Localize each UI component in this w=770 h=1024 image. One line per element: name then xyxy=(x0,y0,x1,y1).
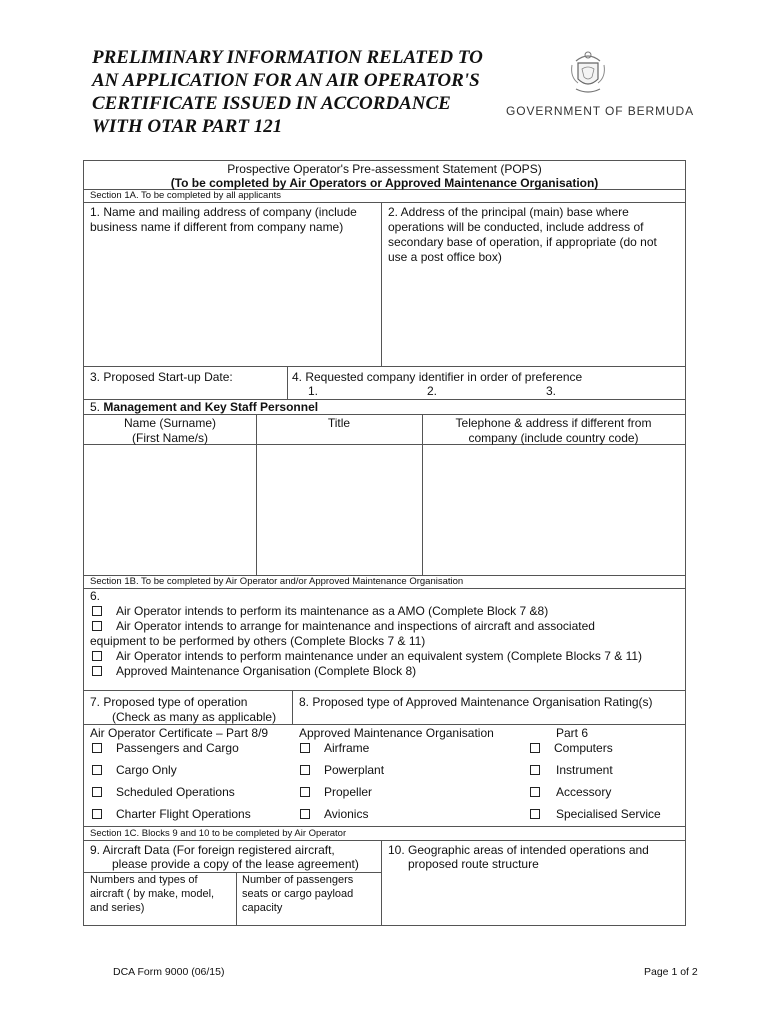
q7-option-label: Scheduled Operations xyxy=(116,785,235,799)
q9-col1-label: Numbers and types of xyxy=(90,874,198,886)
page-number: Page 1 of 2 xyxy=(644,966,698,978)
q8-option-powerplant-checkbox[interactable] xyxy=(300,765,310,775)
q4-choice-3[interactable]: 3. xyxy=(546,384,557,398)
q5-col-title: Title xyxy=(327,416,351,430)
pops-form xyxy=(83,160,686,926)
q4-choice-1[interactable]: 1. xyxy=(308,384,319,398)
q10-label: 10. Geographic areas of intended operations and xyxy=(388,843,649,857)
q8-part6-label: Part 6 xyxy=(556,726,589,740)
q6-option-label: Air Operator intends to perform its maintenance as a AMO (Complete Block 7 &8) xyxy=(116,604,549,618)
q8-option-airframe-checkbox[interactable] xyxy=(300,743,310,753)
q6-option-label: Approved Maintenance Organisation (Complete Block 8) xyxy=(116,664,417,678)
q7-option-cargo-only-checkbox[interactable] xyxy=(92,765,102,775)
q8-option-specialised-checkbox[interactable] xyxy=(530,809,540,819)
q9-col2-label: seats or cargo payload xyxy=(242,888,354,900)
q6-option-3-checkbox[interactable] xyxy=(92,651,102,661)
bermuda-crest-icon xyxy=(568,47,608,99)
form-number: DCA Form 9000 (06/15) xyxy=(113,966,225,978)
q8-option-label: Powerplant xyxy=(324,763,385,777)
q5-col-phone: Telephone & address if different from xyxy=(455,416,652,430)
q1-label: 1. Name and mailing address of company (include xyxy=(90,205,357,219)
q5-label: 5. Management and Key Staff Personnel xyxy=(90,400,319,414)
q7-label: 7. Proposed type of operation xyxy=(90,695,248,709)
q2-label: operations will be conducted, include address of xyxy=(388,220,644,234)
q5-col-phone: company (include country code) xyxy=(468,431,639,445)
q8-label: 8. Proposed type of Approved Maintenance Organisation Rating(s) xyxy=(299,695,653,709)
section-1a-label: Section 1A. To be completed by all applicants xyxy=(90,190,281,201)
q9-col1-label: and series) xyxy=(90,902,145,914)
q8-option-label: Specialised Service xyxy=(556,807,661,821)
q7-label: (Check as many as applicable) xyxy=(112,710,277,724)
government-label: GOVERNMENT OF BERMUDA xyxy=(506,104,695,118)
q6-number: 6. xyxy=(90,589,101,603)
q8-group-label: Approved Maintenance Organisation xyxy=(299,726,494,740)
title-line: PRELIMINARY INFORMATION RELATED TO xyxy=(92,47,483,68)
q5-col-name: (First Name/s) xyxy=(132,431,208,445)
q8-option-label: Propeller xyxy=(324,785,373,799)
q8-option-label: Avionics xyxy=(324,807,369,821)
q9-label: 9. Aircraft Data (For foreign registered aircraft, xyxy=(90,843,335,857)
q8-option-label: Airframe xyxy=(324,741,370,755)
q8-option-label: Computers xyxy=(554,741,613,755)
q7-option-label: Charter Flight Operations xyxy=(116,807,251,821)
q3-start-date-label: 3. Proposed Start-up Date: xyxy=(90,370,233,384)
q8-option-propeller-checkbox[interactable] xyxy=(300,787,310,797)
q7-option-passengers-cargo-checkbox[interactable] xyxy=(92,743,102,753)
title-line: WITH OTAR PART 121 xyxy=(92,116,283,137)
document-title xyxy=(92,46,492,138)
q2-label: use a post office box) xyxy=(388,250,502,264)
q8-option-label: Instrument xyxy=(556,763,613,777)
q8-option-label: Accessory xyxy=(556,785,612,799)
q5-title-cell[interactable] xyxy=(257,445,422,575)
q7-option-charter-checkbox[interactable] xyxy=(92,809,102,819)
q5-name-cell[interactable] xyxy=(84,445,256,575)
q4-choice-2[interactable]: 2. xyxy=(427,384,438,398)
q6-option-1-checkbox[interactable] xyxy=(92,606,102,616)
q8-option-accessory-checkbox[interactable] xyxy=(530,787,540,797)
title-line: AN APPLICATION FOR AN AIR OPERATOR'S xyxy=(92,70,480,91)
q9-col2-label: capacity xyxy=(242,902,283,914)
q8-option-computers-checkbox[interactable] xyxy=(530,743,540,753)
q10-label: proposed route structure xyxy=(408,857,539,871)
section-1c-label: Section 1C. Blocks 9 and 10 to be completed by Air Operator xyxy=(90,828,347,839)
q7-option-scheduled-checkbox[interactable] xyxy=(92,787,102,797)
form-subheading: (To be completed by Air Operators or Approved Maintenance Organisation) xyxy=(170,176,599,190)
q9-col2-label: Number of passengers xyxy=(242,874,354,886)
q6-option-4-checkbox[interactable] xyxy=(92,666,102,676)
title-line: CERTIFICATE ISSUED IN ACCORDANCE xyxy=(92,93,451,114)
q7-group-label: Air Operator Certificate – Part 8/9 xyxy=(90,726,269,740)
q8-option-avionics-checkbox[interactable] xyxy=(300,809,310,819)
q8-option-instrument-checkbox[interactable] xyxy=(530,765,540,775)
q6-option-label: Air Operator intends to arrange for maintenance and inspections of aircraft and associated xyxy=(116,619,595,633)
q6-option-2-checkbox[interactable] xyxy=(92,621,102,631)
q9-label: please provide a copy of the lease agreement) xyxy=(112,857,359,871)
q9-col1-label: aircraft ( by make, model, xyxy=(90,888,215,900)
q5-col-name: Name (Surname) xyxy=(123,416,217,430)
q7-option-label: Cargo Only xyxy=(116,763,177,777)
q7-option-label: Passengers and Cargo xyxy=(116,741,239,755)
q1-label: business name if different from company name) xyxy=(90,220,344,234)
q6-option-label: Air Operator intends to perform maintenance under an equivalent system (Complete Blocks 7 & 11) xyxy=(116,649,643,663)
q2-label: secondary base of operation, if appropriate (do not xyxy=(388,235,657,249)
q4-identifier-label: 4. Requested company identifier in order of preference xyxy=(292,370,583,384)
q6-option-label: equipment to be performed by others (Complete Blocks 7 & 11) xyxy=(90,634,426,648)
section-1b-label: Section 1B. To be completed by Air Operator and/or Approved Maintenance Organisation xyxy=(90,576,464,587)
q5-phone-cell[interactable] xyxy=(423,445,685,575)
q2-label: 2. Address of the principal (main) base where xyxy=(388,205,629,219)
form-heading: Prospective Operator's Pre-assessment Statement (POPS) xyxy=(227,162,542,176)
